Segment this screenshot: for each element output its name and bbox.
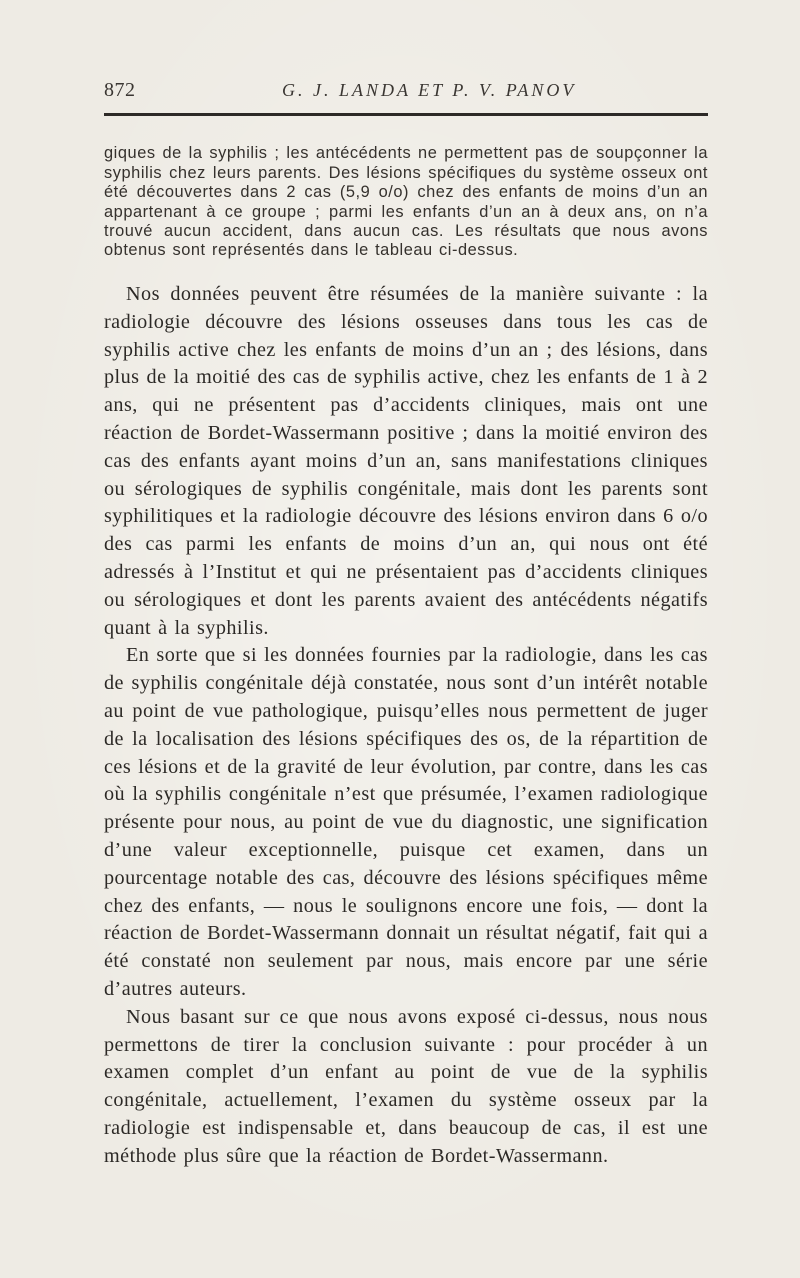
conclusion-paragraph: Nous basant sur ce que nous avons exposé ci-dessus, nous nous permettons de tirer la conclusion suivante : pour procéder à un examen complet d’un enfant au point de vue de la syphilis congénitale, actuellement, l’examen du système osseux par la radiologie est indispensable et, dans beaucoup de cas, il est une méthode plus sûre que la réaction de Bordet-Wassermann. — [104, 1005, 708, 1167]
main-text — [104, 281, 708, 1171]
summary-paragraph: Nos données peuvent être résumées de la manière suivante : la radiologie découvre des lésions osseuses dans tous les cas de syphilis active chez les enfants de moins d’un an ; des lésions, dans plus de la moitié des cas de syphilis active, chez les enfants de 1 à 2 ans, qui ne présentent pas d’accidents cliniques, mais ont une réaction de Bordet-Wassermann positive ; dans la moitié environ des cas des enfants ayant moins d’un an, sans manifestations cliniques ou sérologiques de syphilis congénitale, mais dont les parents sont syphilitiques et la radiologie découvre des lésions environ dans 6 o/o des cas parmi les enfants de moins d’un an, qui nous ont été adressés à l’Institut et qui ne présentaient pas d’accidents cliniques ou sérologiques et dont les parents avaient des antécédents négatifs quant à la syphilis. — [104, 283, 708, 639]
diagnostic-paragraph: En sorte que si les données fournies par la radiologie, dans les cas de syphilis congénitale déjà constatée, nous sont d’un intérêt notable au point de vue pathologique, puisqu’elles nous permettent de juger de la localisation des lésions spécifiques des os, de la répartition de ces lésions et de la gravité de leur évolution, par contre, dans les cas où la syphilis congénitale n’est que présumée, l’examen radiologique présente pour nous, au point de vue du diagnostic, une signification d’une valeur exceptionnelle, puisque cet examen, dans un pourcentage notable des cas, découvre des lésions spécifiques même chez des enfants, — nous le soulignons encore une fois, — dont la réaction de Bordet-Wassermann donnait un résultat négatif, fait qui a été constaté non seulement par nous, mais encore par une série d’autres auteurs. — [104, 644, 708, 1000]
header-rule — [104, 113, 708, 116]
page-number: 872 — [104, 79, 136, 101]
running-title: G. J. LANDA ET P. V. PANOV — [282, 80, 577, 100]
small-print-paragraph: giques de la syphilis ; les antécédents ne permettent pas de soupçonner la syphilis chez leurs parents. Des lésions spécifiques du système osseux ont été découvertes dans 2 cas (5,9 o/o) chez des enfants de moins d’un an appartenant à ce groupe ; parmi les enfants d’un an à deux ans, on n’a trouvé aucun accident, dans aucun cas. Les résultats que nous avons obtenus sont représentés dans le tableau ci-dessus. — [104, 144, 708, 260]
page-header — [104, 76, 708, 106]
